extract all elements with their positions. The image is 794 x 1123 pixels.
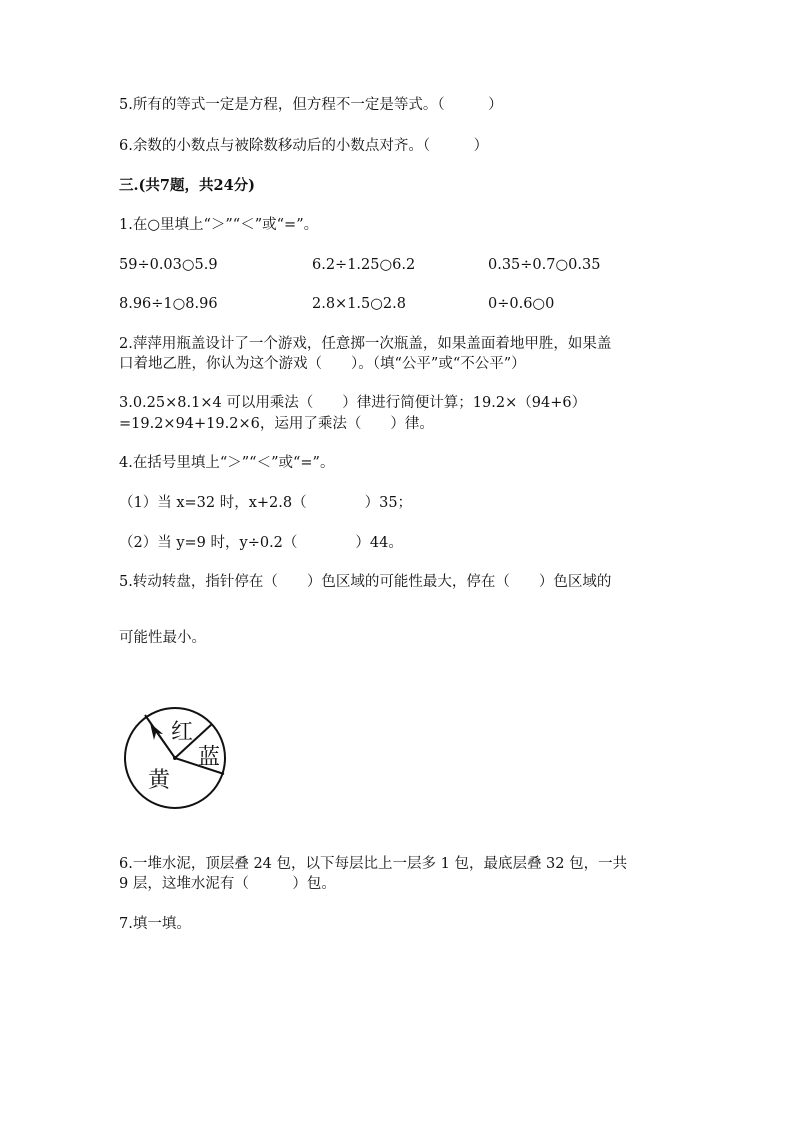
question-2-line-2: 口着地乙胜，你认为这个游戏（ ）。（填“公平”或“不公平”） — [119, 356, 526, 372]
question-5-line-2: 可能性最小。 — [119, 630, 206, 646]
spinner-wheel — [118, 700, 230, 812]
question-5-line-1: 5.转动转盘，指针停在（ ）色区域的可能性最大，停在（ ）色区域的 — [119, 574, 612, 590]
question-6-line-1: 6.一堆水泥，顶层叠 24 包，以下每层比上一层多 1 包，最底层叠 32 包，一共 — [119, 856, 628, 872]
question-2-line-1: 2.萍萍用瓶盖设计了一个游戏，任意掷一次瓶盖，如果盖面着地甲胜，如果盖 — [119, 336, 612, 352]
question-1: 1.在○里填上“＞”“＜”或“=”。 — [119, 217, 319, 233]
q1-item: 0.35÷0.7○0.35 — [488, 257, 601, 273]
sector-label-blue: 蓝 — [198, 745, 221, 770]
question-3-line-2: =19.2×94+19.2×6，运用了乘法（ ）律。 — [119, 416, 434, 432]
q1-item: 2.8×1.5○2.8 — [312, 296, 406, 312]
question-4: 4.在括号里填上“＞”“＜”或“=”。 — [119, 455, 335, 471]
sector-label-yellow: 黄 — [148, 768, 171, 793]
judgement-5: 5.所有的等式一定是方程，但方程不一定是等式。（ ） — [119, 97, 503, 113]
q1-item: 8.96÷1○8.96 — [119, 296, 218, 312]
q1-item: 59÷0.03○5.9 — [119, 257, 218, 273]
q1-item: 6.2÷1.25○6.2 — [312, 257, 416, 273]
section-heading: 三.(共7题，共24分) — [119, 177, 256, 194]
question-7: 7.填一填。 — [119, 916, 191, 932]
spinner-center — [173, 756, 177, 760]
question-4-sub-1: （1）当 x=32 时，x+2.8（ ）35； — [119, 495, 413, 511]
q1-item: 0÷0.6○0 — [488, 296, 555, 312]
question-6-line-2: 9 层，这堆水泥有（ ）包。 — [119, 876, 336, 892]
sector-label-red: 红 — [171, 720, 194, 745]
judgement-6: 6.余数的小数点与被除数移动后的小数点对齐。（ ） — [119, 138, 489, 154]
question-3-line-1: 3.0.25×8.1×4 可以用乘法（ ）律进行简便计算；19.2×（94+6） — [119, 395, 587, 411]
question-4-sub-2: （2）当 y=9 时，y÷0.2（ ）44。 — [119, 535, 403, 551]
